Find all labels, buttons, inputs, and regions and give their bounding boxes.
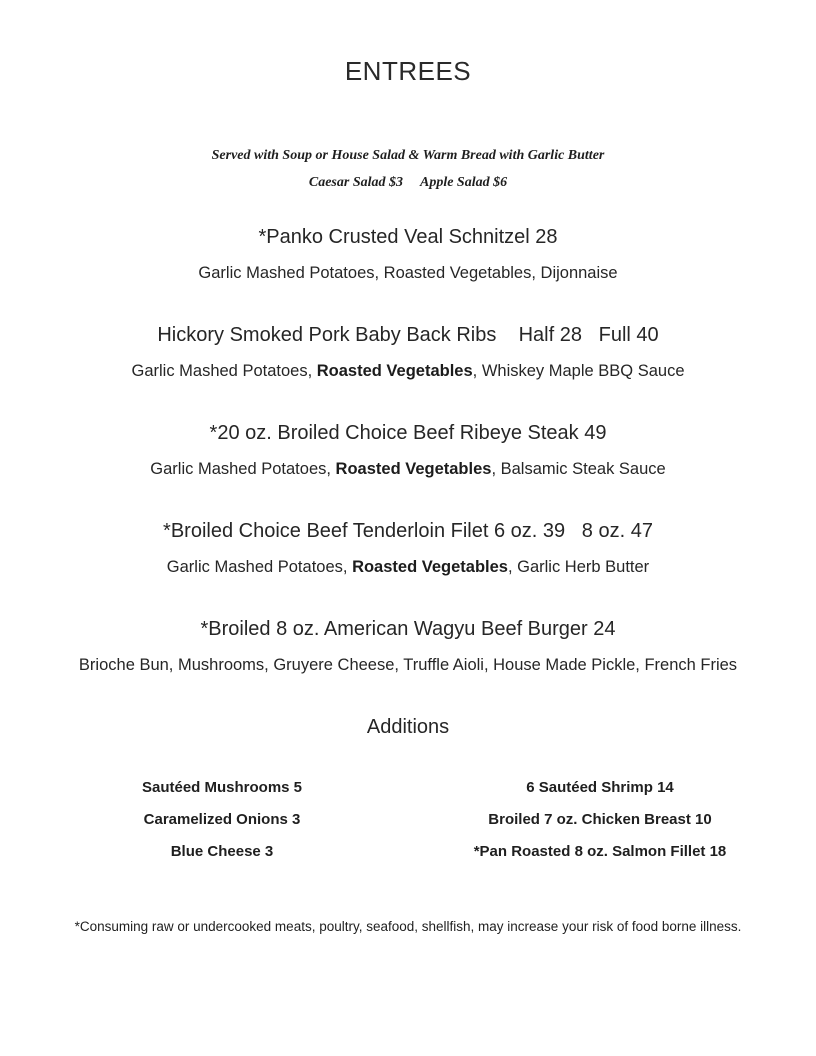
addition-item-sauteed-shrimp: 6 Sautéed Shrimp 14: [526, 779, 674, 796]
additions-heading: Additions: [366, 716, 450, 738]
addition-item-blue-cheese: Blue Cheese 3: [170, 843, 274, 860]
consumer-advisory-disclaimer: *Consuming raw or undercooked meats, poultry, seafood, shellfish, may increase your risk of food borne illness.: [74, 919, 742, 934]
entree-description: [36, 456, 780, 482]
entree-title: *20 oz. Broiled Choice Beef Ribeye Steak 49: [209, 422, 607, 444]
entree-item-veal-schnitzel: [36, 222, 780, 286]
addition-item-caramelized-onions: Caramelized Onions 3: [143, 811, 301, 828]
additions-left-column: [36, 778, 408, 874]
entree-description-emphasis: Roasted Vegetables: [352, 558, 508, 576]
entree-title: Hickory Smoked Pork Baby Back Ribs Half 28 Full 40: [157, 324, 659, 346]
entree-description-emphasis: Roasted Vegetables: [335, 460, 492, 478]
entree-item-baby-back-ribs: [36, 320, 780, 384]
entree-description-emphasis: Roasted Vegetables: [316, 362, 473, 380]
entree-description-text: , Garlic Herb Butter: [507, 558, 650, 576]
entree-description-text: Garlic Mashed Potatoes,: [166, 558, 353, 576]
entree-description-text: , Whiskey Maple BBQ Sauce: [472, 362, 685, 380]
entree-item-wagyu-burger: [36, 614, 780, 678]
intro-notes: [36, 142, 780, 196]
additions-section: [36, 778, 780, 874]
page-title: ENTREES: [344, 56, 472, 86]
entree-description: [36, 652, 780, 678]
additions-right-column: [408, 778, 780, 874]
entree-description-text: Brioche Bun, Mushrooms, Gruyere Cheese, Truffle Aioli, House Made Pickle, French Fries: [78, 656, 738, 674]
addition-item-sauteed-mushrooms: Sautéed Mushrooms 5: [141, 779, 303, 796]
entree-description: [36, 260, 780, 286]
entree-description: [36, 554, 780, 580]
entree-description-text: , Balsamic Steak Sauce: [491, 460, 666, 478]
addition-item-chicken-breast: Broiled 7 oz. Chicken Breast 10: [488, 811, 712, 828]
entree-description-text: Garlic Mashed Potatoes, Roasted Vegetables, Dijonnaise: [198, 264, 618, 282]
entree-description-text: Garlic Mashed Potatoes,: [131, 362, 317, 380]
entree-description: [36, 358, 780, 384]
served-with-note: Served with Soup or House Salad & Warm Bread with Garlic Butter: [211, 148, 605, 163]
addition-item-salmon-fillet: *Pan Roasted 8 oz. Salmon Fillet 18: [473, 843, 727, 860]
entree-item-tenderloin-filet: [36, 516, 780, 580]
entree-title: *Broiled 8 oz. American Wagyu Beef Burger 24: [200, 618, 616, 640]
entree-title: *Panko Crusted Veal Schnitzel 28: [258, 226, 558, 248]
salad-options-note: Caesar Salad $3 Apple Salad $6: [308, 175, 508, 190]
entree-description-text: Garlic Mashed Potatoes,: [150, 460, 336, 478]
entree-title: *Broiled Choice Beef Tenderloin Filet 6 oz. 39 8 oz. 47: [163, 520, 653, 542]
entree-item-ribeye-steak: [36, 418, 780, 482]
